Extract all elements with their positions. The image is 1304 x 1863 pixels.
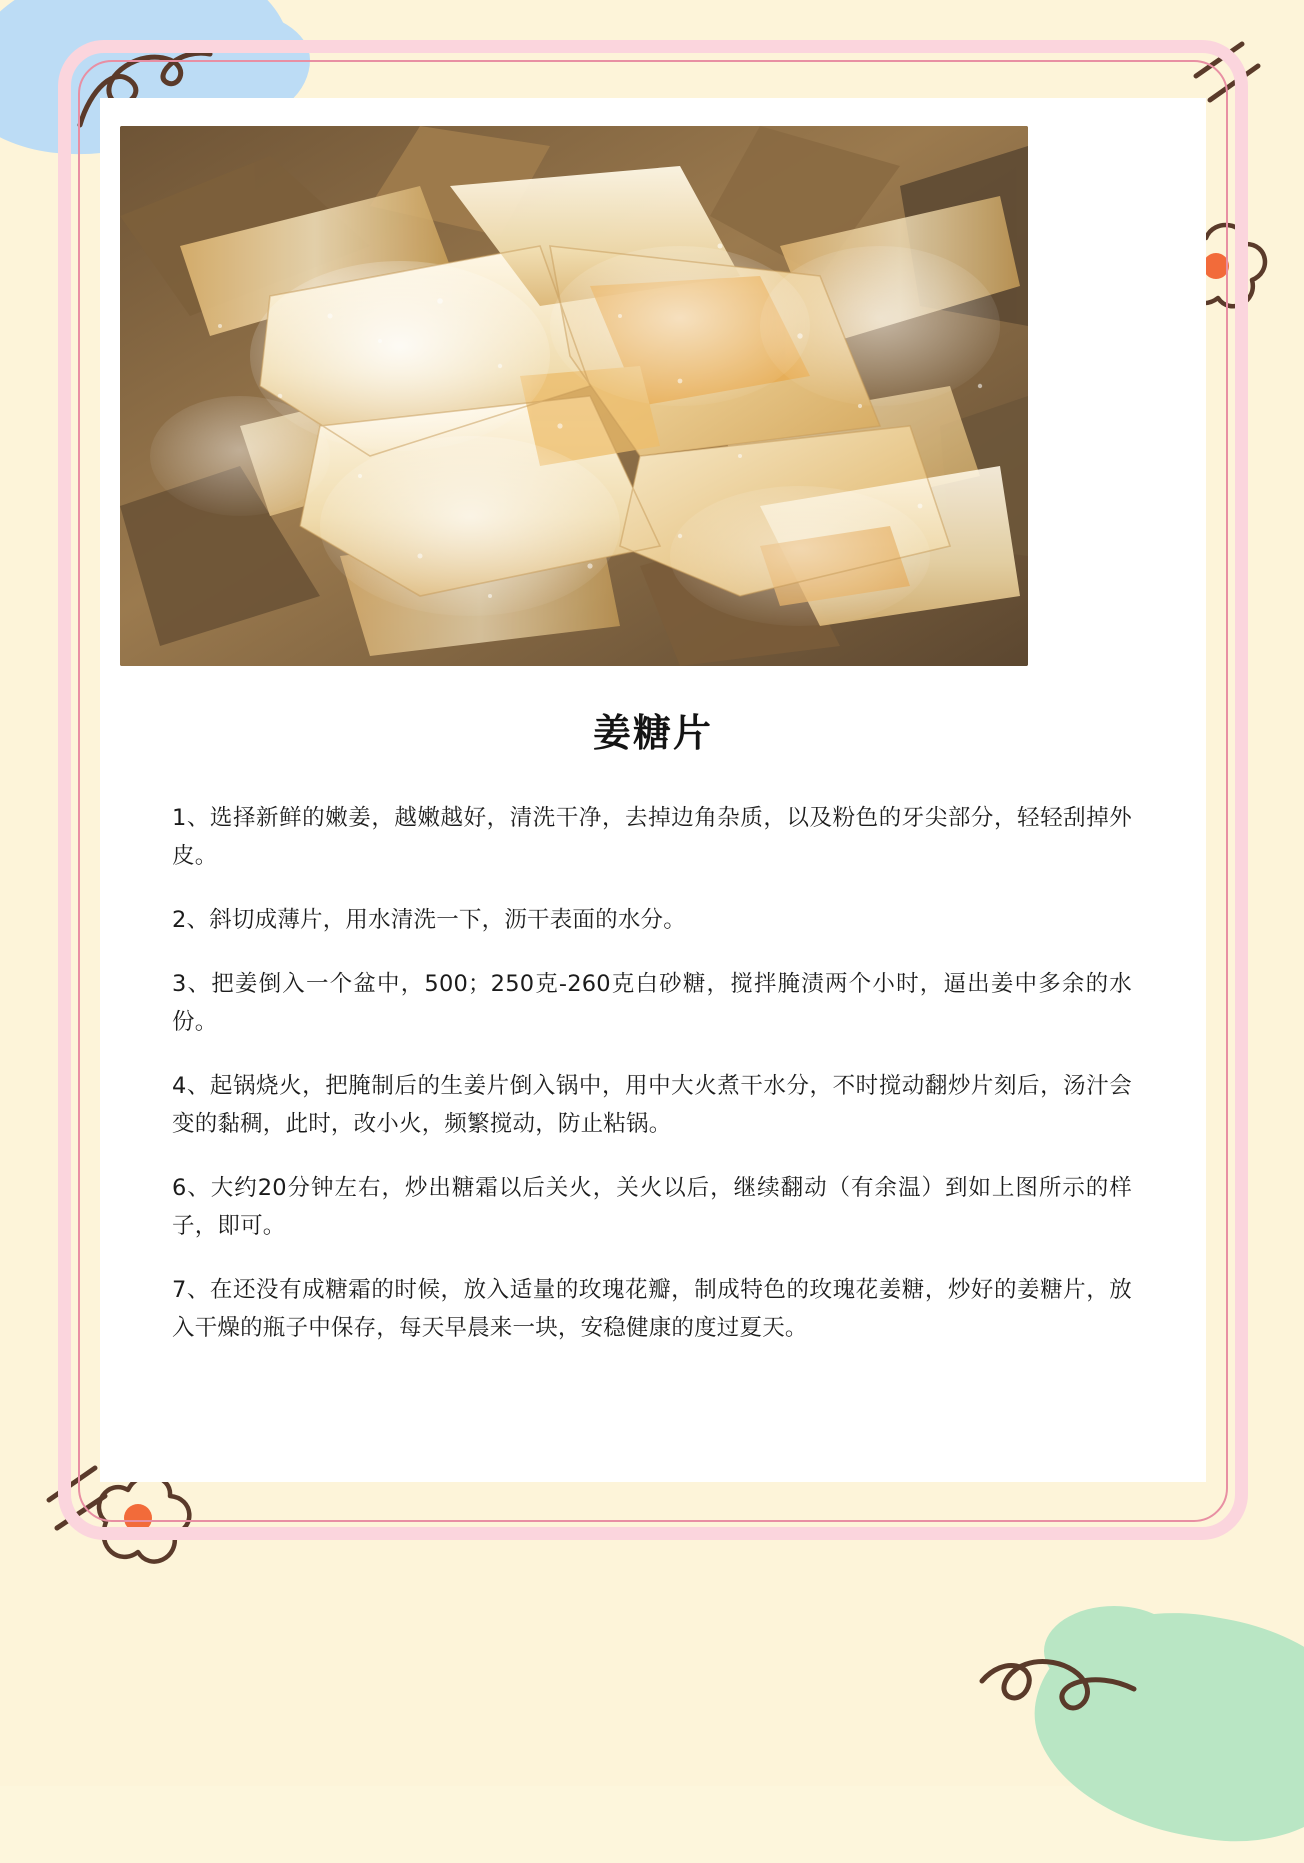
page-title: 姜糖片: [592, 711, 713, 755]
recipe-step: 7、在还没有成糖霜的时候，放入适量的玫瑰花瓣，制成特色的玫瑰花姜糖，炒好的姜糖片，放入干燥的瓶子中保存，每天早晨来一块，安稳健康的度过夏天。: [172, 1276, 1132, 1341]
recipe-step: 4、起锅烧火，把腌制后的生姜片倒入锅中，用中大火煮干水分，不时搅动翻炒片刻后，汤汁会变的黏稠，此时，改小火，频繁搅动，防止粘锅。: [172, 1072, 1132, 1137]
candied-ginger-slices-photo: [120, 126, 1028, 666]
recipe-card: [100, 98, 1206, 1482]
recipe-step: 2、斜切成薄片，用水清洗一下，沥干表面的水分。: [172, 906, 686, 933]
recipe-step: 1、选择新鲜的嫩姜，越嫩越好，清洗干净，去掉边角杂质，以及粉色的牙尖部分，轻轻刮掉外皮。: [172, 804, 1132, 869]
recipe-steps: [172, 776, 1132, 1373]
recipe-step: 3、把姜倒入一个盆中，500；250克-260克白砂糖，搅拌腌渍两个小时，逼出姜中多余的水份。: [172, 970, 1132, 1035]
recipe-step: 6、大约20分钟左右，炒出糖霜以后关火，关火以后，继续翻动（有余温）到如上图所示的样子，即可。: [172, 1174, 1132, 1239]
